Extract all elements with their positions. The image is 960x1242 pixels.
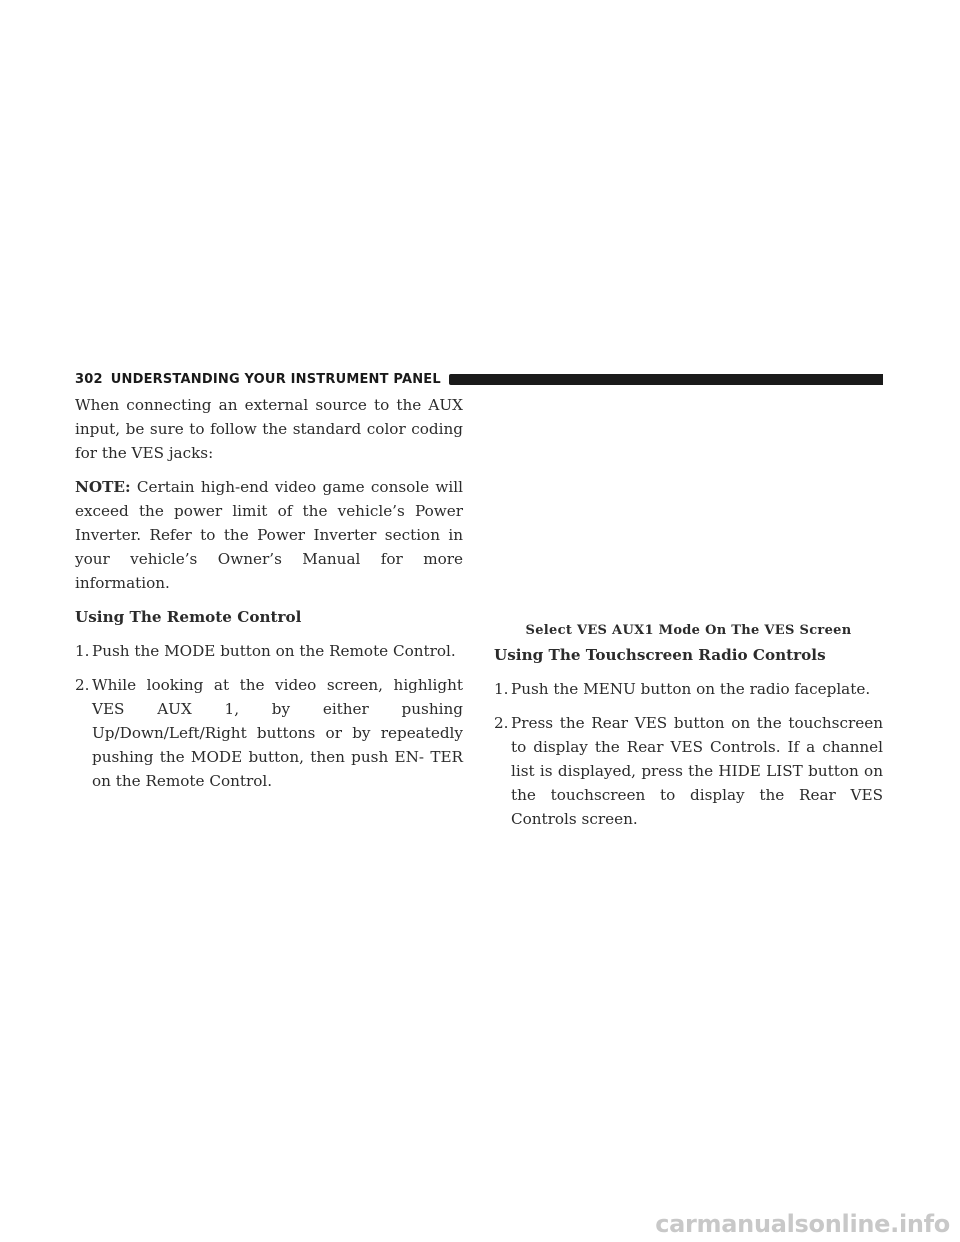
step-number: 2. [75,676,90,694]
list-item [494,711,883,831]
remote-control-steps [75,639,463,793]
touchscreen-steps [494,677,883,831]
step-number: 1. [75,642,90,660]
list-item [494,677,883,701]
watermark: carmanualsonline.info [655,1210,950,1238]
remote-control-heading: Using The Remote Control [75,608,302,626]
figure-image-area [494,393,883,619]
step-text: Press the Rear VES button on the touchscreen to display the Rear VES Controls. If a channel list is displayed, press the HIDE LIST button on the touchscreen to display the Rear VES Controls screen. [511,714,883,828]
step-number: 1. [494,680,509,698]
page-number: 302 [75,371,103,387]
note-text: Certain high-end video game console will exceed the power limit of the vehicle’s Power Inverter. Refer to the Power Inverter section in your vehicle’s Owner’s Manual for more information. [75,478,463,592]
step-number: 2. [494,714,509,732]
page-header [75,370,883,388]
list-item [75,639,463,663]
step-text: Push the MENU button on the radio faceplate. [511,680,871,698]
left-column [75,393,463,803]
note-label: NOTE: [75,478,131,496]
step-text: Push the MODE button on the Remote Control. [92,642,456,660]
touchscreen-heading: Using The Touchscreen Radio Controls [494,646,826,664]
list-item [75,673,463,793]
intro-paragraph: When connecting an external source to the AUX input, be sure to follow the standard color coding for the VES jacks: [75,396,463,462]
section-title: UNDERSTANDING YOUR INSTRUMENT PANEL [110,371,441,387]
note-paragraph [75,475,463,595]
header-rule [449,374,883,385]
step-text: While looking at the video screen, highlight VES AUX 1, by either pushing Up/Down/Left/Right buttons or by repeatedly pushing the MODE button, then push EN- TER on the Remote Control. [92,676,463,790]
right-column [494,643,883,841]
figure-caption: Select VES AUX1 Mode On The VES Screen [525,623,852,638]
